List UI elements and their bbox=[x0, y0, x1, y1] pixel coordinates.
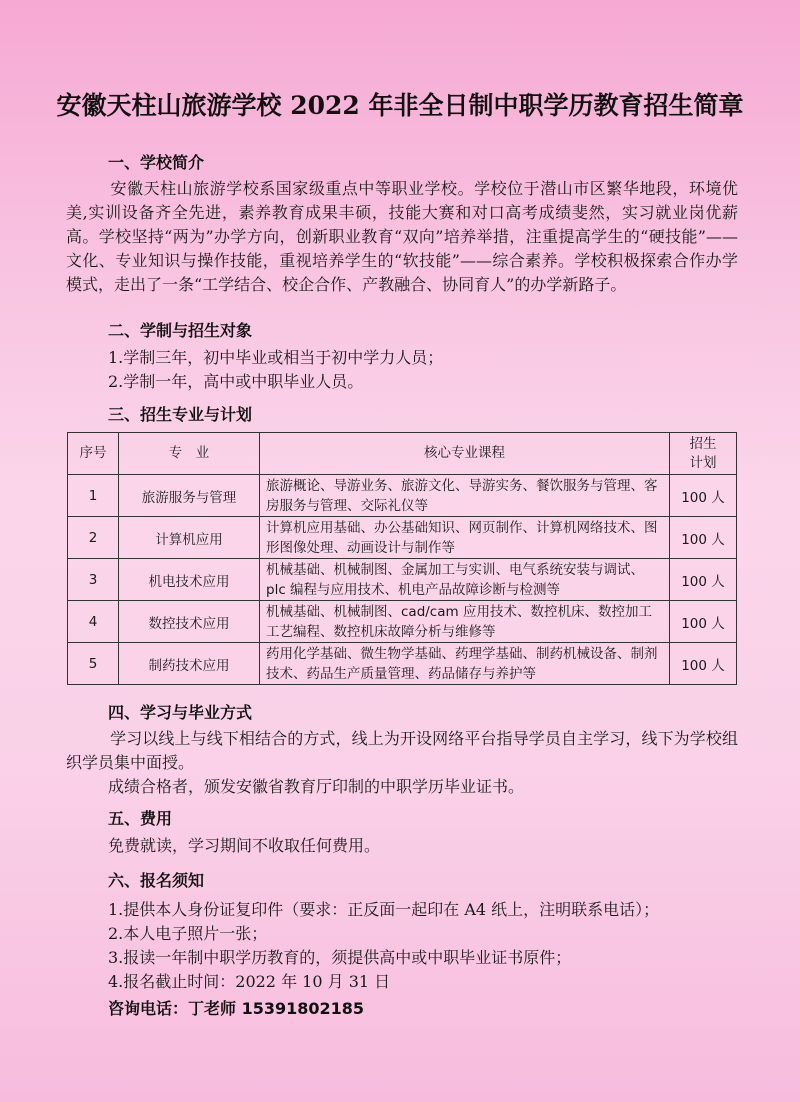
row-no: 3 bbox=[68, 559, 119, 601]
table-row bbox=[68, 643, 737, 685]
row-no: 1 bbox=[68, 475, 119, 517]
section-heading-study-graduation: 四、学习与毕业方式 bbox=[108, 703, 253, 722]
row-no: 5 bbox=[68, 643, 119, 685]
table-header-row bbox=[68, 433, 737, 475]
registration-item-1: 1.提供本人身份证复印件（要求：正反面一起印在 A4 纸上，注明联系电话）； bbox=[108, 900, 660, 919]
row-plan: 100 人 bbox=[670, 601, 737, 643]
school-intro-text: 安徽天柱山旅游学校系国家级重点中等职业学校。学校位于潜山市区繁华地段，环境优美,实训设备齐全先进，素养教育成果丰硕，技能大赛和对口高考成绩斐然，实习就业岗优薪高。学校坚持“两为”办学方向，创新职业教育“双向”培养举措，注重提高学生的“硬技能”——文化、专业知识与操作技能，重视培养学生的“软技能”——综合素养。学校积极探索合作办学模式，走出了一条“工学结合、校企合作、产教融合、协同育人”的办学新路子。 bbox=[66, 179, 738, 294]
section-heading-study-system: 二、学制与招生对象 bbox=[108, 321, 253, 340]
row-plan: 100 人 bbox=[670, 475, 737, 517]
table-row bbox=[68, 517, 737, 559]
row-plan: 100 人 bbox=[670, 643, 737, 685]
study-mode-paragraph bbox=[66, 727, 738, 775]
header-major: 专 业 bbox=[119, 433, 260, 475]
fees-text: 免费就读，学习期间不收取任何费用。 bbox=[108, 836, 381, 855]
majors-plan-table bbox=[67, 432, 737, 685]
study-system-item-1: 1.学制三年，初中毕业或相当于初中学力人员； bbox=[108, 348, 444, 367]
school-intro-paragraph bbox=[66, 177, 738, 297]
table-row bbox=[68, 559, 737, 601]
row-courses: 旅游概论、导游业务、旅游文化、导游实务、餐饮服务与管理、客房服务与管理、交际礼仪等 bbox=[260, 475, 670, 517]
row-plan: 100 人 bbox=[670, 517, 737, 559]
graduation-text: 成绩合格者，颁发安徽省教育厅印制的中职学历毕业证书。 bbox=[108, 777, 525, 796]
registration-item-4: 4.报名截止时间：2022 年 10 月 31 日 bbox=[108, 972, 391, 991]
section-heading-school-intro: 一、学校简介 bbox=[108, 153, 205, 172]
row-major: 制药技术应用 bbox=[119, 643, 260, 685]
row-courses: 机械基础、机械制图、金属加工与实训、电气系统安装与调试、plc 编程与应用技术、机电产品故障诊断与检测等 bbox=[260, 559, 670, 601]
study-system-item-2: 2.学制一年，高中或中职毕业人员。 bbox=[108, 372, 364, 391]
row-major: 计算机应用 bbox=[119, 517, 260, 559]
row-major: 机电技术应用 bbox=[119, 559, 260, 601]
study-mode-text: 学习以线上与线下相结合的方式，线上为开设网络平台指导学员自主学习，线下为学校组织学员集中面授。 bbox=[66, 729, 738, 772]
row-courses: 计算机应用基础、办公基础知识、网页制作、计算机网络技术、图形图像处理、动画设计与制作等 bbox=[260, 517, 670, 559]
row-no: 2 bbox=[68, 517, 119, 559]
header-plan-line1: 招生 bbox=[689, 435, 717, 452]
header-courses: 核心专业课程 bbox=[260, 433, 670, 475]
row-major: 数控技术应用 bbox=[119, 601, 260, 643]
header-plan bbox=[670, 433, 737, 475]
table-row bbox=[68, 475, 737, 517]
row-courses: 机械基础、机械制图、cad/cam 应用技术、数控机床、数控加工工艺编程、数控机床故障分析与维修等 bbox=[260, 601, 670, 643]
row-no: 4 bbox=[68, 601, 119, 643]
contact-phone: 咨询电话：丁老师 15391802185 bbox=[108, 999, 365, 1018]
header-plan-line2: 计划 bbox=[689, 454, 717, 471]
section-heading-registration: 六、报名须知 bbox=[108, 871, 205, 890]
registration-item-2: 2.本人电子照片一张； bbox=[108, 924, 268, 943]
section-heading-majors-plan: 三、招生专业与计划 bbox=[108, 405, 253, 424]
section-heading-fees: 五、费用 bbox=[108, 809, 173, 828]
table-row bbox=[68, 601, 737, 643]
row-major: 旅游服务与管理 bbox=[119, 475, 260, 517]
registration-item-3: 3.报读一年制中职学历教育的，须提供高中或中职毕业证书原件； bbox=[108, 948, 572, 967]
page-title: 安徽天柱山旅游学校 2022 年非全日制中职学历教育招生简章 bbox=[56, 91, 744, 120]
row-plan: 100 人 bbox=[670, 559, 737, 601]
row-courses: 药用化学基础、微生物学基础、药理学基础、制药机械设备、制剂技术、药品生产质量管理、药品储存与养护等 bbox=[260, 643, 670, 685]
header-no: 序号 bbox=[68, 433, 119, 475]
